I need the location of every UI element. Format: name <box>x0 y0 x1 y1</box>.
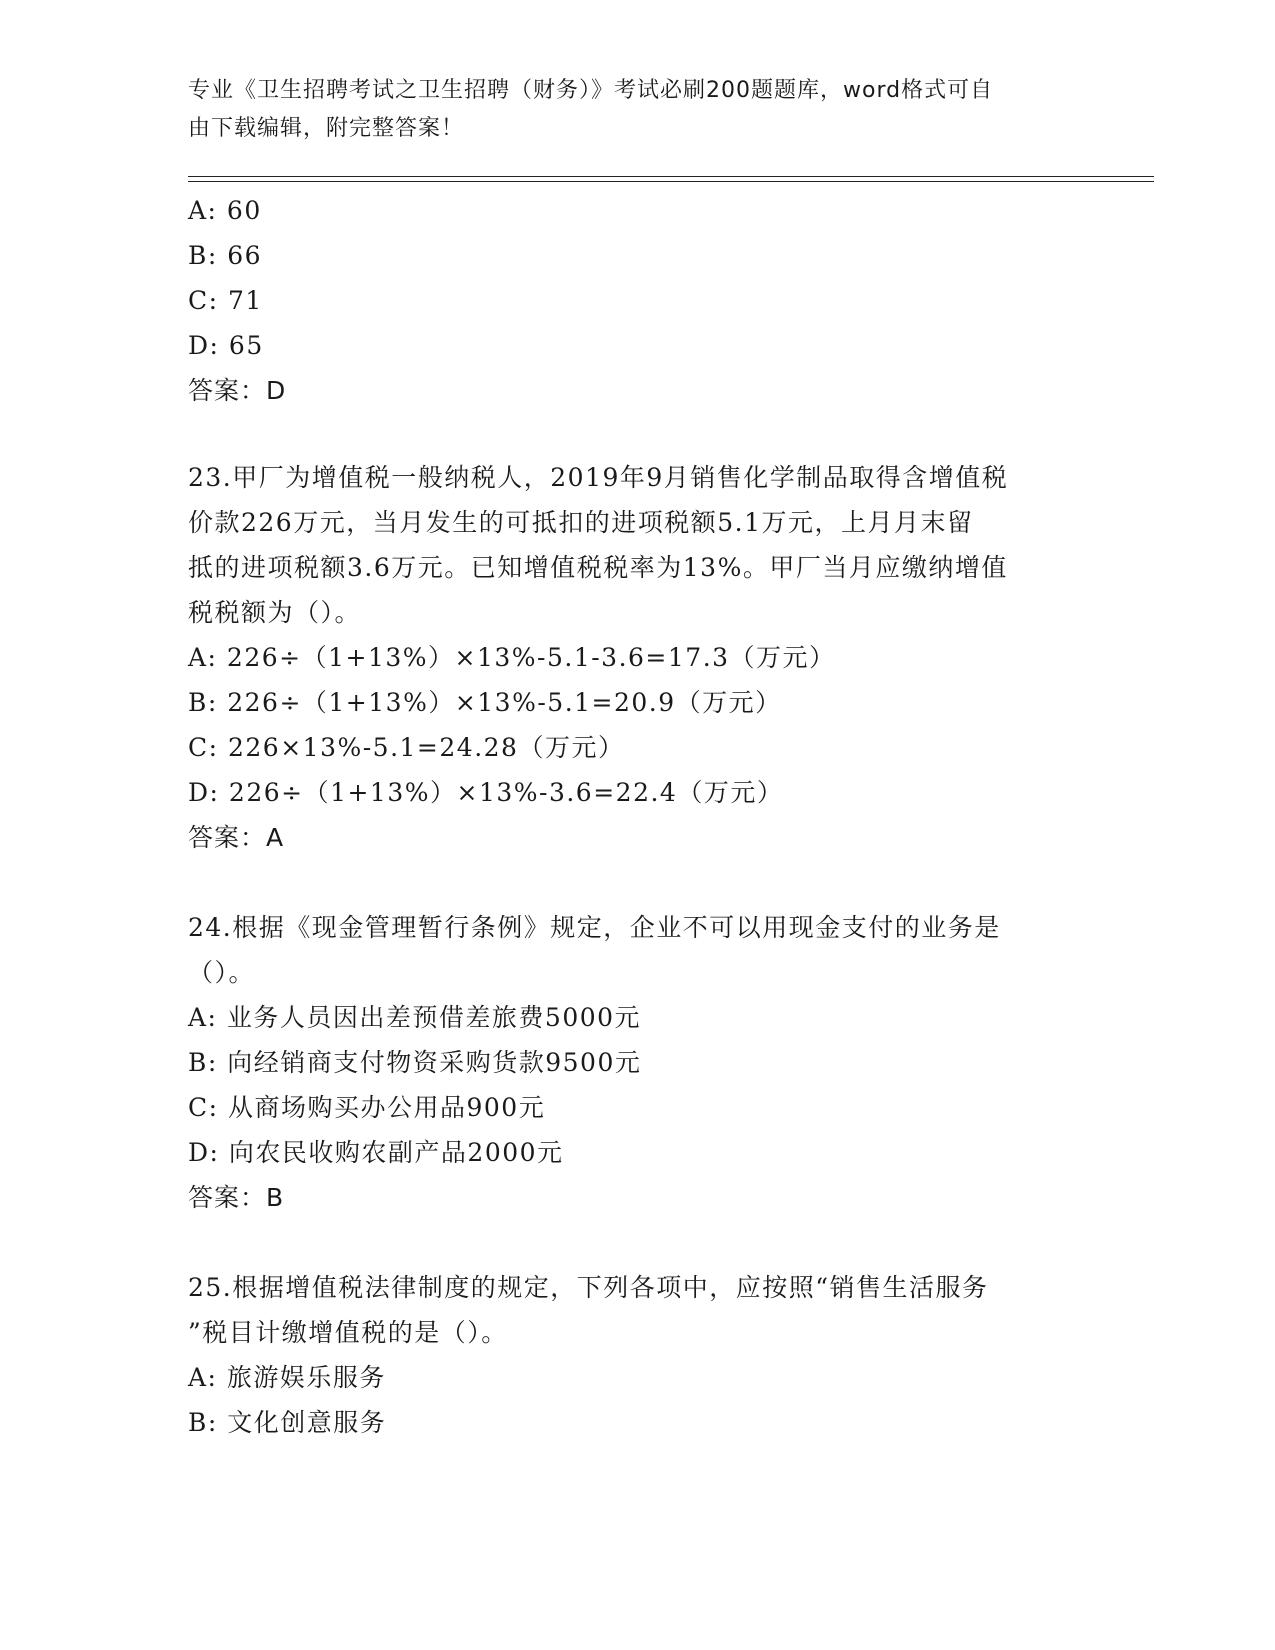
option-b: B: 文化创意服务 <box>188 1408 387 1437</box>
option-c: C: 226×13%-5.1=24.28（万元） <box>188 733 625 762</box>
answer-label: 答案：A <box>188 823 285 852</box>
question-stem-line: 23.甲厂为增值税一般纳税人，2019年9月销售化学制品取得含增值税 <box>188 463 1009 492</box>
question-stem-line: 价款226万元，当月发生的可抵扣的进项税额5.1万元，上月月末留 <box>188 508 974 537</box>
option-c: C: 从商场购买办公用品900元 <box>188 1093 546 1122</box>
option-a: A: 业务人员因出差预借差旅费5000元 <box>188 1003 642 1032</box>
question-stem-line: （）。 <box>188 958 256 987</box>
header-line-2: 由下载编辑，附完整答案！ <box>188 116 465 141</box>
option-b: B: 226÷（1+13%）×13%-5.1=20.9（万元） <box>188 688 782 717</box>
answer-label: 答案：B <box>188 1183 285 1212</box>
option-d: D: 向农民收购农副产品2000元 <box>188 1138 564 1167</box>
question-stem-line: 24.根据《现金管理暂行条例》规定，企业不可以用现金支付的业务是 <box>188 913 1001 942</box>
option-a: A: 旅游娱乐服务 <box>188 1363 386 1392</box>
option-d: D: 65 <box>188 331 264 360</box>
option-d: D: 226÷（1+13%）×13%-3.6=22.4（万元） <box>188 778 784 807</box>
question-stem-line: 25.根据增值税法律制度的规定，下列各项中，应按照“销售生活服务 <box>188 1273 989 1302</box>
option-c: C: 71 <box>188 286 263 315</box>
document-header <box>188 72 1088 148</box>
header-divider-bottom <box>188 181 1154 182</box>
option-a: A: 226÷（1+13%）×13%-5.1-3.6=17.3（万元） <box>188 643 836 672</box>
question-stem-line: ”税目计缴增值税的是（）。 <box>188 1318 508 1347</box>
option-b: B: 66 <box>188 241 263 270</box>
question-stem-line: 税税额为（）。 <box>188 598 362 627</box>
header-divider-top <box>188 176 1154 177</box>
header-line-1: 专业《卫生招聘考试之卫生招聘（财务）》考试必刷200题题库，word格式可自 <box>188 78 994 103</box>
question-stem-line: 抵的进项税额3.6万元。已知增值税税率为13%。甲厂当月应缴纳增值 <box>188 553 1008 582</box>
option-a: A: 60 <box>188 196 262 225</box>
answer-label: 答案：D <box>188 376 287 405</box>
option-b: B: 向经销商支付物资采购货款9500元 <box>188 1048 642 1077</box>
